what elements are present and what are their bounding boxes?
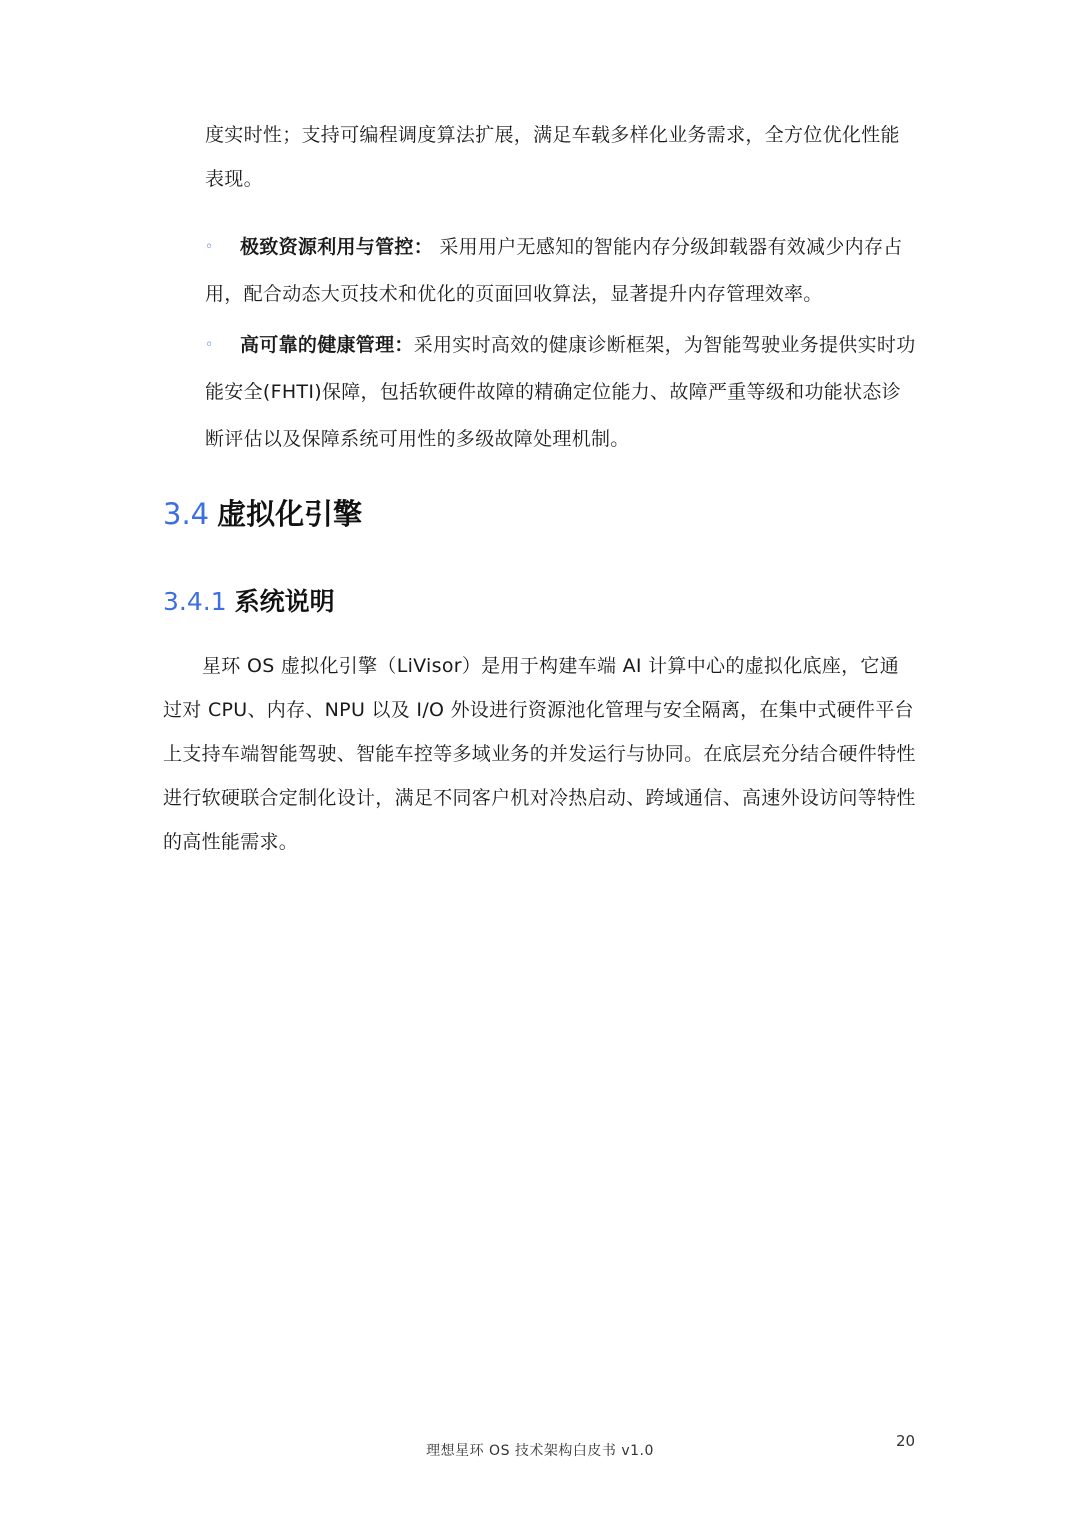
body-paragraph: 星环 OS 虚拟化引擎（LiVisor）是用于构建车端 AI 计算中心的虚拟化底座，它通过对 CPU、内存、NPU 以及 I/O 外设进行资源池化管理与安全隔离，在集中式硬件平台上支持车端智能驾驶、智能车控等多域业务的并发运行与协同。在底层充分结合硬件特性进行软硬联合定制化设计，满足不同客户机对冷热启动、跨域通信、高速外设访问等特性的高性能需求。 <box>163 655 916 853</box>
section-number: 3.4 <box>163 497 210 531</box>
bullet-text: 采用用户无感知的智能内存分级卸载器有效减少内存占用，配合动态大页技术和优化的页面回收算法，显著提升内存管理效率。 <box>205 236 903 305</box>
subsection-number: 3.4.1 <box>163 587 227 616</box>
bullet-label: 高可靠的健康管理： <box>240 334 414 356</box>
bullet-circle-icon: ◦ <box>205 337 214 353</box>
section-heading <box>163 492 362 536</box>
page-number: 20 <box>896 1432 916 1450</box>
bullet-label: 极致资源利用与管控： <box>240 236 434 258</box>
footer-document-title: 理想星环 OS 技术架构白皮书 v1.0 <box>426 1443 654 1459</box>
bullet-text: 采用实时高效的健康诊断框架，为智能驾驶业务提供实时功能安全(FHTI)保障，包括软硬件故障的精确定位能力、故障严重等级和功能状态诊断评估以及保障系统可用性的多级故障处理机制。 <box>205 334 916 450</box>
section-title: 虚拟化引擎 <box>217 497 363 531</box>
intro-paragraph: 度实时性；支持可编程调度算法扩展，满足车载多样化业务需求，全方位优化性能表现。 <box>205 124 900 190</box>
bullet-item-health <box>205 322 917 463</box>
subsection-title: 系统说明 <box>234 587 335 616</box>
subsection-heading <box>163 582 335 622</box>
bullet-circle-icon: ◦ <box>205 239 214 255</box>
bullet-item-resource <box>205 224 917 318</box>
